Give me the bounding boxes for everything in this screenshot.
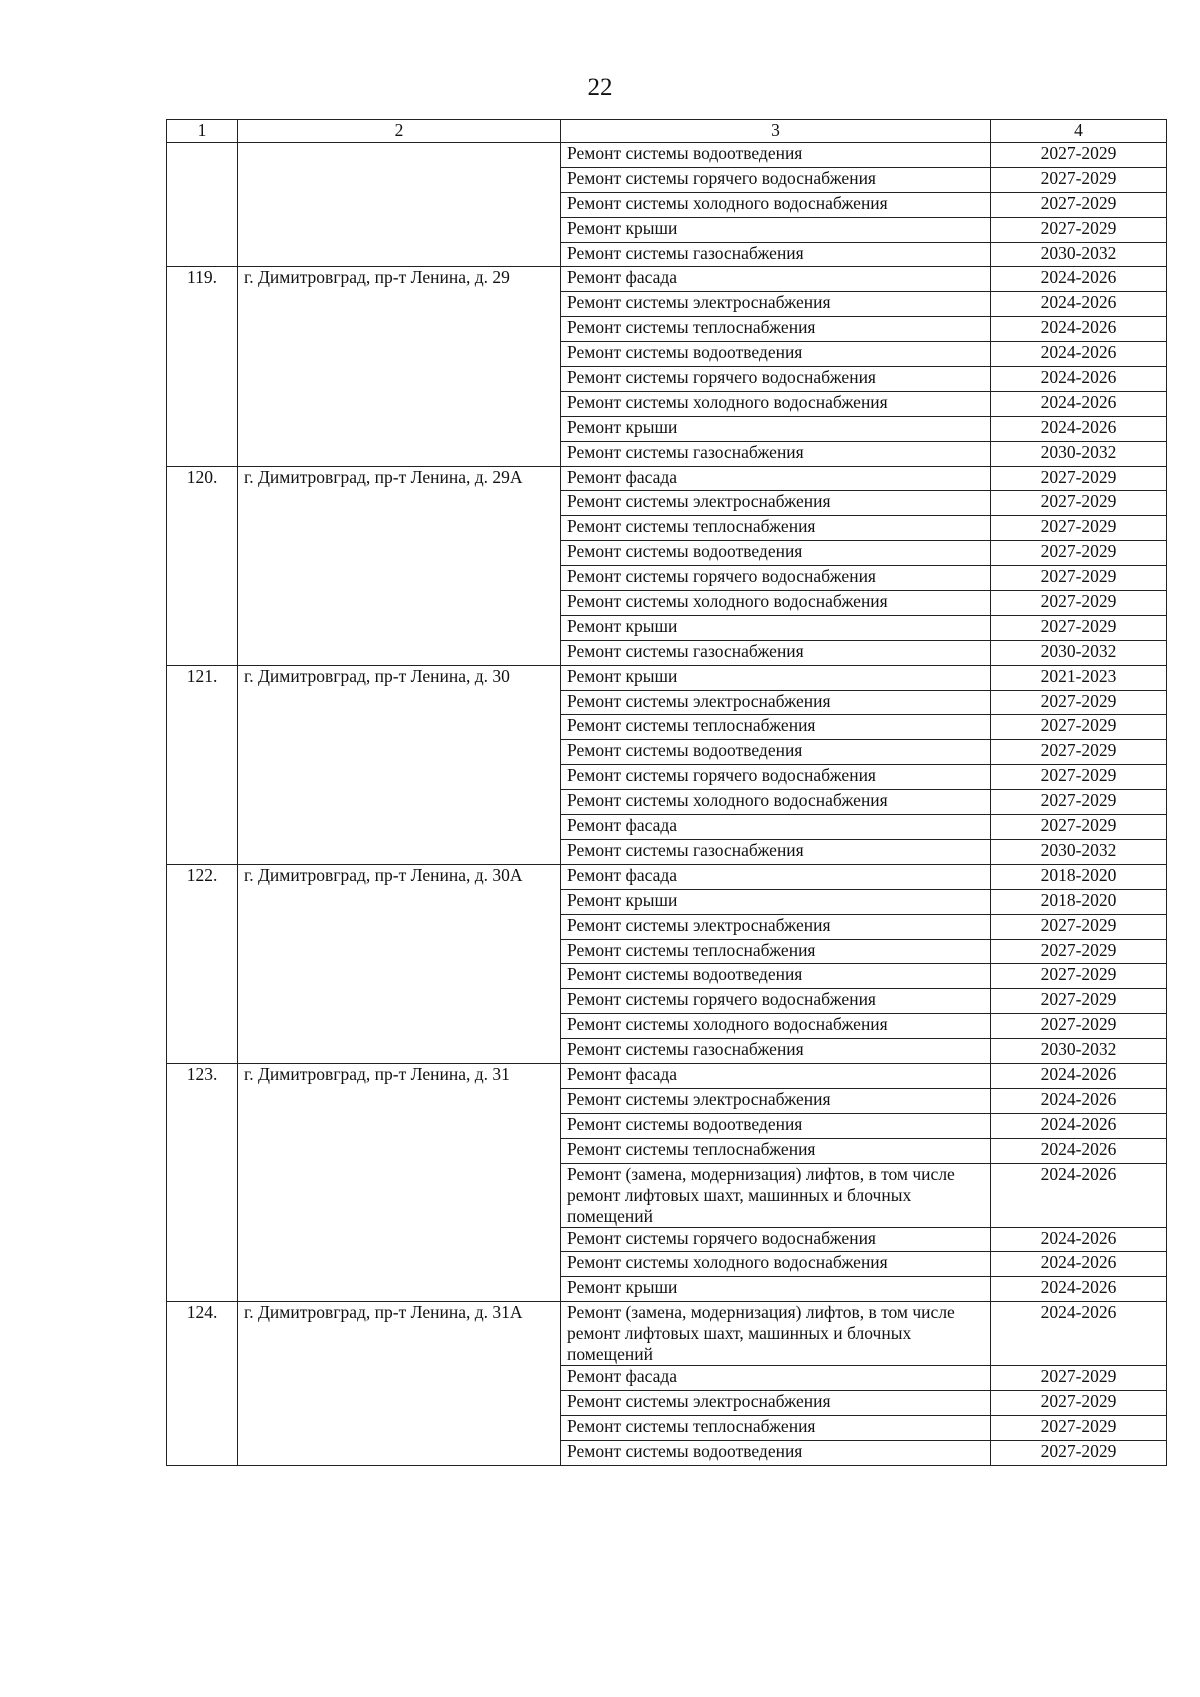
page-number: 22 [587,74,613,101]
period-cell: 2027-2029 [991,790,1167,815]
work-type-cell: Ремонт системы газоснабжения [561,839,991,864]
period-cell: 2030-2032 [991,1039,1167,1064]
work-type-cell: Ремонт системы теплоснабжения [561,939,991,964]
work-type-cell: Ремонт системы холодного водоснабжения [561,591,991,616]
work-type-cell: Ремонт крыши [561,665,991,690]
work-type-cell: Ремонт системы электроснабжения [561,491,991,516]
address-cell: г. Димитровград, пр-т Ленина, д. 29 [238,267,561,466]
period-cell: 2024-2026 [991,292,1167,317]
column-header: 2 [238,120,561,143]
work-type-cell: Ремонт системы горячего водоснабжения [561,989,991,1014]
table-row [167,1063,1167,1088]
period-cell: 2024-2026 [991,1163,1167,1227]
address-cell: г. Димитровград, пр-т Ленина, д. 29А [238,466,561,665]
period-cell: 2030-2032 [991,441,1167,466]
work-type-cell: Ремонт фасада [561,1063,991,1088]
address-cell [238,143,561,267]
work-type-cell: Ремонт системы холодного водоснабжения [561,391,991,416]
period-cell: 2027-2029 [991,1366,1167,1391]
column-header: 4 [991,120,1167,143]
table-body [167,120,1167,1466]
table-row [167,1302,1167,1366]
work-type-cell: Ремонт крыши [561,615,991,640]
work-type-cell: Ремонт системы горячего водоснабжения [561,566,991,591]
period-cell: 2024-2026 [991,391,1167,416]
work-type-cell: Ремонт системы электроснабжения [561,1391,991,1416]
work-type-cell: Ремонт фасада [561,1366,991,1391]
work-type-cell: Ремонт (замена, модернизация) лифтов, в том числе ремонт лифтовых шахт, машинных и блочных помещений [561,1302,991,1366]
work-type-cell: Ремонт (замена, модернизация) лифтов, в том числе ремонт лифтовых шахт, машинных и блочных помещений [561,1163,991,1227]
work-type-cell: Ремонт системы теплоснабжения [561,715,991,740]
work-type-cell: Ремонт крыши [561,217,991,242]
period-cell: 2024-2026 [991,267,1167,292]
period-cell: 2024-2026 [991,317,1167,342]
work-type-cell: Ремонт системы холодного водоснабжения [561,1014,991,1039]
item-number-cell: 120. [167,466,238,665]
period-cell: 2027-2029 [991,715,1167,740]
work-type-cell: Ремонт системы холодного водоснабжения [561,1252,991,1277]
period-cell: 2027-2029 [991,1391,1167,1416]
work-type-cell: Ремонт системы теплоснабжения [561,516,991,541]
work-type-cell: Ремонт системы водоотведения [561,1113,991,1138]
period-cell: 2027-2029 [991,167,1167,192]
period-cell: 2027-2029 [991,491,1167,516]
item-number-cell: 119. [167,267,238,466]
work-type-cell: Ремонт системы водоотведения [561,342,991,367]
period-cell: 2027-2029 [991,217,1167,242]
period-cell: 2024-2026 [991,1113,1167,1138]
period-cell: 2027-2029 [991,964,1167,989]
period-cell: 2027-2029 [991,740,1167,765]
period-cell: 2024-2026 [991,1277,1167,1302]
repair-schedule-table [166,119,1167,1466]
work-type-cell: Ремонт системы электроснабжения [561,690,991,715]
work-type-cell: Ремонт системы водоотведения [561,143,991,168]
work-type-cell: Ремонт системы теплоснабжения [561,1138,991,1163]
work-type-cell: Ремонт системы горячего водоснабжения [561,1227,991,1252]
work-type-cell: Ремонт фасада [561,466,991,491]
period-cell: 2024-2026 [991,416,1167,441]
item-number-cell: 121. [167,665,238,864]
period-cell: 2027-2029 [991,1440,1167,1465]
column-header: 3 [561,120,991,143]
period-cell: 2024-2026 [991,1302,1167,1366]
period-cell: 2027-2029 [991,516,1167,541]
work-type-cell: Ремонт фасада [561,864,991,889]
work-type-cell: Ремонт системы электроснабжения [561,292,991,317]
item-number-cell: 123. [167,1063,238,1301]
work-type-cell: Ремонт системы водоотведения [561,740,991,765]
period-cell: 2027-2029 [991,939,1167,964]
address-cell: г. Димитровград, пр-т Ленина, д. 31А [238,1302,561,1466]
period-cell: 2024-2026 [991,1088,1167,1113]
period-cell: 2030-2032 [991,242,1167,267]
work-type-cell: Ремонт системы газоснабжения [561,441,991,466]
period-cell: 2027-2029 [991,591,1167,616]
work-type-cell: Ремонт системы газоснабжения [561,1039,991,1064]
work-type-cell: Ремонт крыши [561,889,991,914]
work-type-cell: Ремонт системы газоснабжения [561,242,991,267]
column-header: 1 [167,120,238,143]
work-type-cell: Ремонт системы электроснабжения [561,1088,991,1113]
work-type-cell: Ремонт системы электроснабжения [561,914,991,939]
period-cell: 2024-2026 [991,1063,1167,1088]
address-cell: г. Димитровград, пр-т Ленина, д. 30 [238,665,561,864]
period-cell: 2021-2023 [991,665,1167,690]
period-cell: 2027-2029 [991,1415,1167,1440]
period-cell: 2024-2026 [991,342,1167,367]
work-type-cell: Ремонт системы теплоснабжения [561,1415,991,1440]
period-cell: 2018-2020 [991,889,1167,914]
work-type-cell: Ремонт системы водоотведения [561,964,991,989]
period-cell: 2024-2026 [991,1138,1167,1163]
table-row [167,143,1167,168]
period-cell: 2024-2026 [991,367,1167,392]
period-cell: 2030-2032 [991,640,1167,665]
table-row [167,466,1167,491]
address-cell: г. Димитровград, пр-т Ленина, д. 31 [238,1063,561,1301]
period-cell: 2027-2029 [991,815,1167,840]
work-type-cell: Ремонт системы холодного водоснабжения [561,790,991,815]
period-cell: 2018-2020 [991,864,1167,889]
work-type-cell: Ремонт системы газоснабжения [561,640,991,665]
work-type-cell: Ремонт системы теплоснабжения [561,317,991,342]
table-row [167,665,1167,690]
item-number-cell: 122. [167,864,238,1063]
work-type-cell: Ремонт системы водоотведения [561,1440,991,1465]
period-cell: 2024-2026 [991,1252,1167,1277]
header-row [167,120,1167,143]
period-cell: 2027-2029 [991,192,1167,217]
work-type-cell: Ремонт фасада [561,815,991,840]
period-cell: 2030-2032 [991,839,1167,864]
work-type-cell: Ремонт системы горячего водоснабжения [561,765,991,790]
work-type-cell: Ремонт системы горячего водоснабжения [561,367,991,392]
table-row [167,864,1167,889]
address-cell: г. Димитровград, пр-т Ленина, д. 30А [238,864,561,1063]
work-type-cell: Ремонт системы холодного водоснабжения [561,192,991,217]
period-cell: 2027-2029 [991,989,1167,1014]
period-cell: 2027-2029 [991,566,1167,591]
period-cell: 2024-2026 [991,1227,1167,1252]
period-cell: 2027-2029 [991,615,1167,640]
period-cell: 2027-2029 [991,143,1167,168]
work-type-cell: Ремонт крыши [561,1277,991,1302]
work-type-cell: Ремонт фасада [561,267,991,292]
period-cell: 2027-2029 [991,765,1167,790]
period-cell: 2027-2029 [991,466,1167,491]
work-type-cell: Ремонт системы водоотведения [561,541,991,566]
table-row [167,267,1167,292]
work-type-cell: Ремонт системы горячего водоснабжения [561,167,991,192]
item-number-cell [167,143,238,267]
period-cell: 2027-2029 [991,541,1167,566]
period-cell: 2027-2029 [991,914,1167,939]
period-cell: 2027-2029 [991,1014,1167,1039]
item-number-cell: 124. [167,1302,238,1466]
work-type-cell: Ремонт крыши [561,416,991,441]
period-cell: 2027-2029 [991,690,1167,715]
